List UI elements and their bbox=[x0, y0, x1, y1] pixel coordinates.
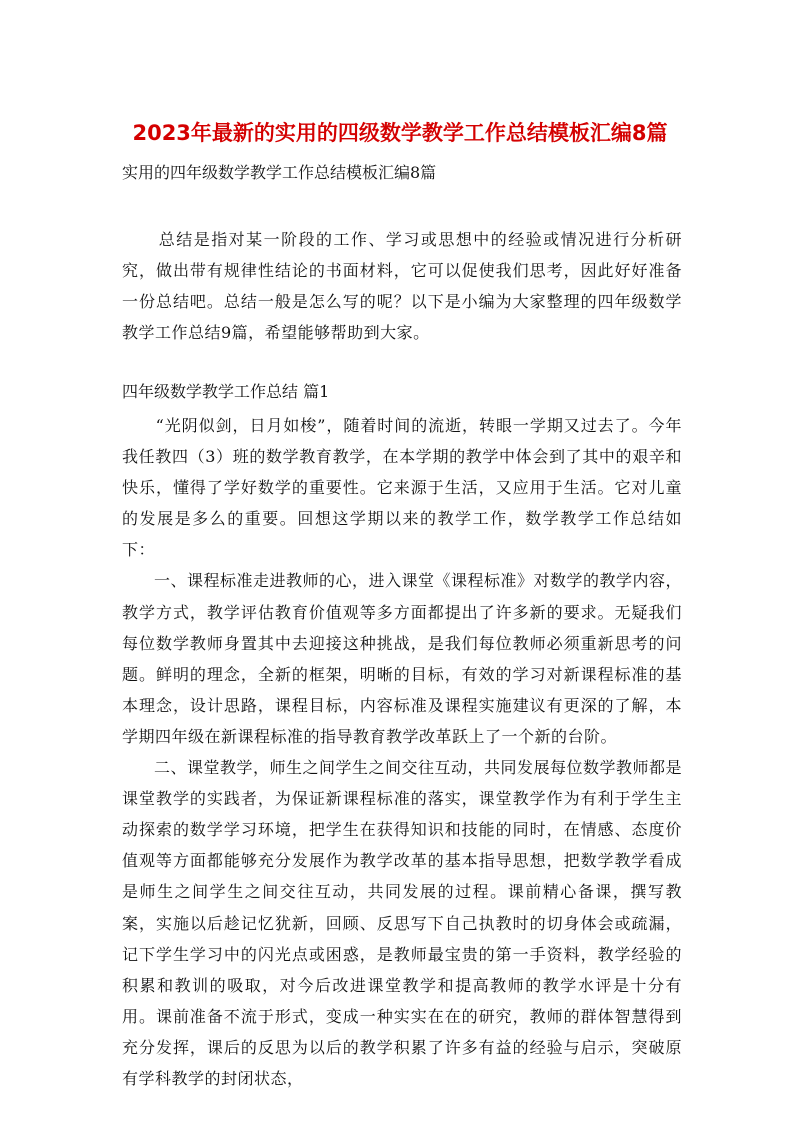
document-subtitle: 实用的四年级数学教学工作总结模板汇编8篇 bbox=[122, 163, 437, 182]
intro-paragraph: 总结是指对某一阶段的工作、学习或思想中的经验或情况进行分析研究，做出带有规律性结论的书面材料，它可以促使我们思考，因此好好准备一份总结吧。总结一般是怎么写的呢？以下是小编为大家整理的四年级数学教学工作总结9篇，希望能够帮助到大家。 bbox=[122, 230, 682, 342]
section-body bbox=[122, 410, 682, 1094]
section-heading: 四年级数学教学工作总结 篇1 bbox=[122, 382, 330, 401]
body-paragraph-3: 二、课堂教学，师生之间学生之间交往互动，共同发展每位数学教师都是课堂教学的实践者，为保证新课程标准的落实，课堂教学作为有利于学生主动探索的数学学习环境，把学生在获得知识和技能的同时，在情感、态度价值观等方面都能够充分发展作为教学改革的基本指导思想，把数学教学看成是师生之间学生之间交往互动，共同发展的过程。课前精心备课，撰写教案，实施以后趁记忆犹新，回顾、反思写下自己执教时的切身体会或疏漏，记下学生学习中的闪光点或困惑，是教师最宝贵的第一手资料，教学经验的积累和教训的吸取，对今后改进课堂教学和提高教师的教学水评是十分有用。课前准备不流于形式，变成一种实实在在的研究，教师的群体智慧得到充分发挥，课后的反思为以后的教学积累了许多有益的经验与启示，突破原有学科教学的封闭状态， bbox=[122, 758, 683, 1088]
intro-block bbox=[122, 224, 682, 348]
body-paragraph-1: “光阴似剑，日月如梭”，随着时间的流逝，转眼一学期又过去了。今年我任教四（3）班的数学教育教学，在本学期的教学中体会到了其中的艰辛和快乐，懂得了学好数学的重要性。它来源于生活，又应用于生活。它对儿童的发展是多么的重要。回想这学期以来的教学工作，数学教学工作总结如下： bbox=[122, 416, 682, 560]
body-paragraph-2: 一、课程标准走进教师的心，进入课堂《课程标准》对数学的教学内容，教学方式，教学评估教育价值观等多方面都提出了许多新的要求。无疑我们每位数学教师身置其中去迎接这种挑战，是我们每位教师必须重新思考的问题。鲜明的理念，全新的框架，明晰的目标，有效的学习对新课程标准的基本理念，设计思路，课程目标，内容标准及课程实施建议有更深的了解，本学期四年级在新课程标准的指导教育教学改革跃上了一个新的台阶。 bbox=[122, 571, 683, 746]
document-title: 2023年最新的实用的四级数学教学工作总结模板汇编8篇 bbox=[132, 121, 668, 145]
